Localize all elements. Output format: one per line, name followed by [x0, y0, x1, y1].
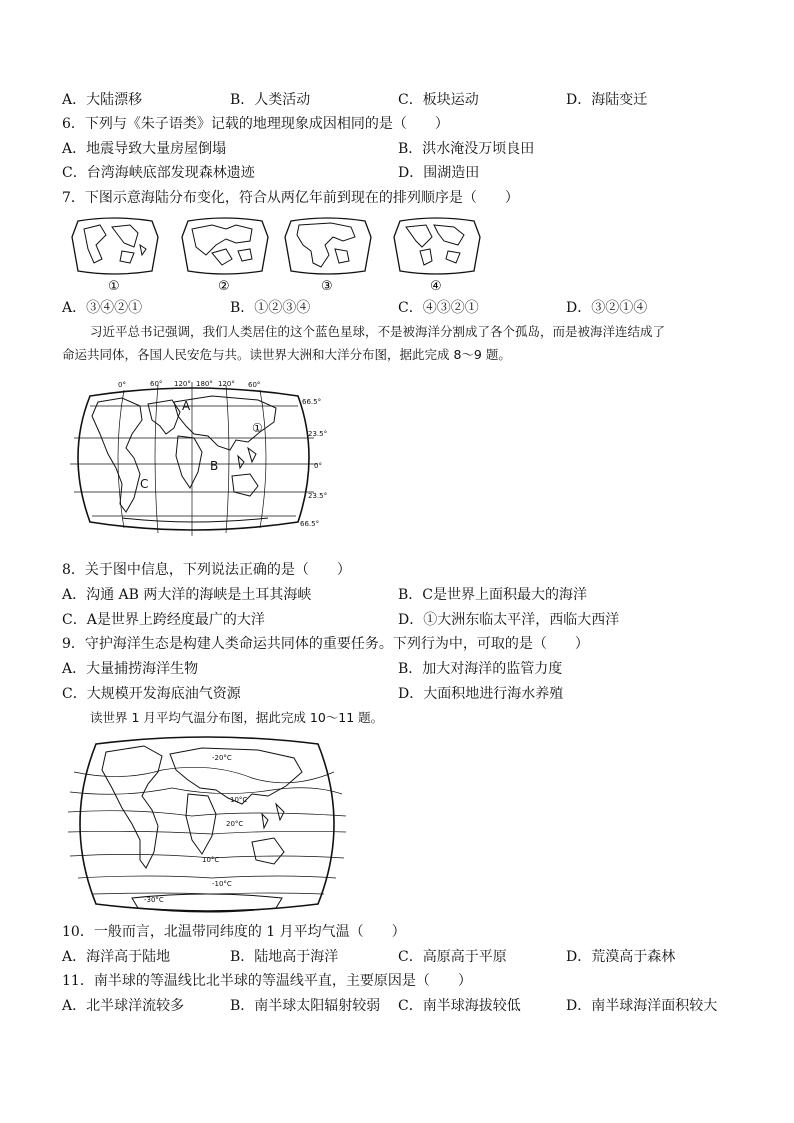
q11-stem: 11．南半球的等温线比北半球的等温线平直，主要原因是（ ）: [62, 973, 472, 989]
plate-map-3-label: ③: [321, 279, 333, 294]
q5-option-c: C．板块运动: [398, 92, 479, 108]
plate-map-1-label: ①: [108, 279, 120, 294]
q6-option-b: B．洪水淹没万顷良田: [398, 141, 535, 157]
svg-text:60°: 60°: [150, 380, 163, 388]
svg-text:23.5°: 23.5°: [308, 492, 328, 500]
map-frame: [78, 388, 309, 530]
q7-option-d: D．③②①④: [566, 300, 648, 316]
world-continents-map: [62, 376, 328, 544]
isotherm-label-5: -10°C: [212, 880, 232, 888]
q9-option-a: A．大量捕捞海洋生物: [62, 661, 199, 677]
q7-option-a: A．③④②①: [62, 300, 143, 316]
q5-option-b: B．人类活动: [230, 92, 311, 108]
svg-text:60°: 60°: [248, 381, 261, 389]
q10-option-a: A．海洋高于陆地: [62, 949, 171, 965]
q8-option-a: A．沟通 AB 两大洋的海峡是土耳其海峡: [62, 587, 312, 603]
q5-option-d: D．海陆变迁: [566, 92, 648, 108]
intro-8-9-line2: 命运共同体，各国人民安危与共。读世界大洲和大洋分布图，据此完成 8～9 题。: [62, 347, 511, 362]
q7-option-b: B．①②③④: [230, 300, 311, 316]
q9-option-d: D．大面积地进行海水养殖: [398, 686, 564, 702]
isotherm-label-6: -30°C: [144, 896, 164, 904]
svg-text:23.5°: 23.5°: [308, 430, 328, 438]
q8-option-d: D．①大洲东临太平洋，西临大西洋: [398, 612, 620, 628]
plate-map-4-label: ④: [430, 279, 442, 294]
isotherm-label-4: 10°C: [202, 856, 220, 864]
plate-map-3: [285, 218, 371, 294]
map-label-a: A: [182, 399, 191, 413]
isotherm-label-1: -20°C: [212, 754, 232, 762]
intro-10-11: 读世界 1 月平均气温分布图，据此完成 10～11 题。: [90, 710, 384, 725]
q7-stem: 7．下图示意海陆分布变化，符合从两亿年前到现在的排列顺序是（ ）: [62, 190, 519, 206]
q6-option-a: A．地震导致大量房屋倒塌: [62, 141, 227, 157]
plate-maps-figure: [72, 215, 492, 295]
q8-option-b: B．C是世界上面积最大的海洋: [398, 587, 587, 603]
q9-stem: 9．守护海洋生态是构建人类命运共同体的重要任务。下列行为中，可取的是（ ）: [62, 636, 589, 652]
q6-option-c: C．台湾海峡底部发现森林遗迹: [62, 165, 255, 181]
svg-text:180°: 180°: [196, 380, 213, 388]
q9-option-b: B．加大对海洋的监管力度: [398, 661, 563, 677]
intro-8-9-line1: 习近平总书记强调，我们人类居住的这个蓝色星球，不是被海洋分割成了各个孤岛，而是被海洋连结成了: [90, 324, 666, 339]
svg-text:120°: 120°: [174, 380, 191, 388]
plate-map-1: [72, 218, 158, 294]
plate-map-2: [182, 218, 268, 294]
svg-text:66.5°: 66.5°: [300, 520, 320, 528]
svg-text:0°: 0°: [118, 381, 126, 389]
q11-option-a: A．北半球洋流较多: [62, 998, 185, 1014]
q10-option-c: C．高原高于平原: [398, 949, 507, 965]
q11-option-c: C．南半球海拔较低: [398, 998, 521, 1014]
map-label-one: ①: [252, 421, 263, 435]
q7-option-c: C．④③②①: [398, 300, 479, 316]
svg-text:66.5°: 66.5°: [302, 398, 322, 406]
svg-text:120°: 120°: [218, 380, 235, 388]
plate-map-4: [394, 218, 480, 294]
q8-option-c: C．A是世界上跨经度最广的大洋: [62, 612, 265, 628]
q6-stem: 6．下列与《朱子语类》记载的地理现象成因相同的是（ ）: [62, 116, 449, 132]
svg-text:0°: 0°: [314, 462, 322, 470]
q9-option-c: C．大规模开发海底油气资源: [62, 686, 241, 702]
q8-stem: 8．关于图中信息，下列说法正确的是（ ）: [62, 562, 351, 578]
map-label-b: B: [210, 459, 219, 473]
isotherm-label-3: 20°C: [226, 820, 244, 828]
isotherm-label-2: 10°C: [230, 796, 248, 804]
q5-option-a: A．大陆漂移: [62, 92, 143, 108]
q10-option-d: D．荒漠高于森林: [566, 949, 676, 965]
q11-option-b: B．南半球太阳辐射较弱: [230, 998, 381, 1014]
q10-option-b: B．陆地高于海洋: [230, 949, 339, 965]
q6-option-d: D．围湖造田: [398, 165, 480, 181]
q10-stem: 10．一般而言，北温带同纬度的 1 月平均气温（ ）: [62, 924, 406, 940]
map-label-c: C: [140, 477, 149, 491]
plate-map-2-label: ②: [218, 279, 230, 294]
temp-map-frame: [80, 737, 334, 911]
january-temperature-map: [62, 732, 352, 916]
q11-option-d: D．南半球海洋面积较大: [566, 998, 718, 1014]
